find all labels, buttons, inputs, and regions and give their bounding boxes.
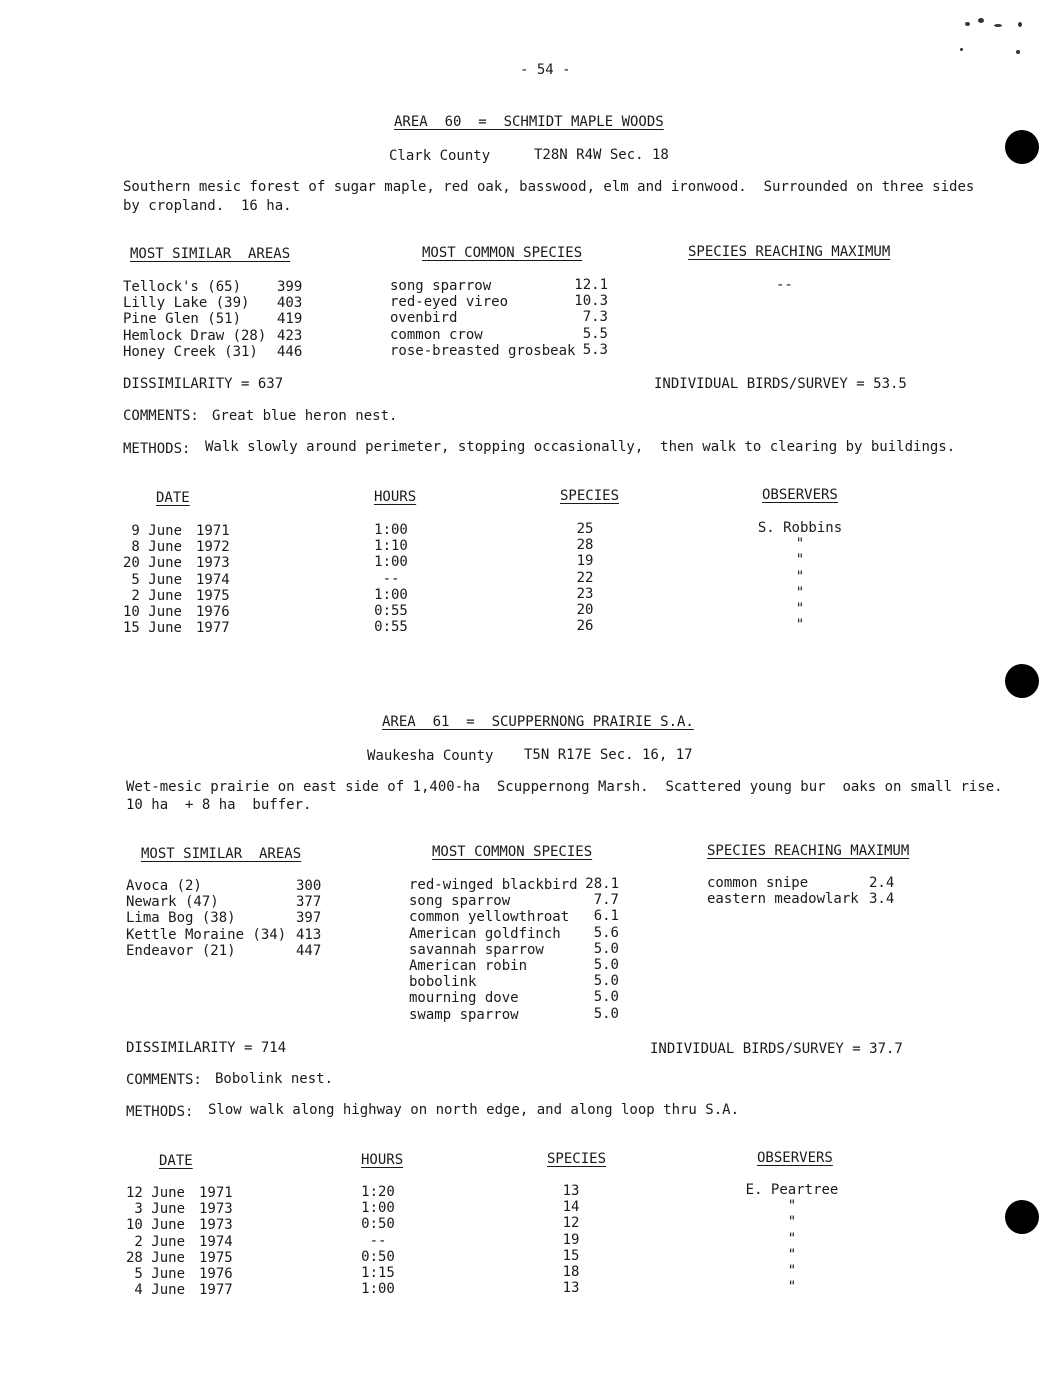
list-item: Hemlock Draw (28) [123, 327, 267, 344]
list-item: Lima Bog (38) [126, 910, 236, 927]
table-cell: 0:50 [361, 1248, 395, 1265]
comments-label: COMMENTS: [123, 408, 199, 424]
area-legal-description: T5N R17E Sec. 16, 17 [524, 747, 693, 763]
table-cell: 12 June [125, 1185, 185, 1201]
scan-speck [994, 24, 1002, 27]
table-cell: 1:20 [361, 1184, 395, 1200]
date-column-header: DATE [159, 1153, 193, 1169]
similar-areas-values [277, 279, 302, 360]
birds-per-survey: INDIVIDUAL BIRDS/SURVEY = 37.7 [650, 1041, 903, 1057]
table-cell: " [787, 1279, 797, 1296]
list-item: 5.0 [593, 973, 619, 990]
area-description: by cropland. 16 ha. [123, 198, 292, 214]
table-cell: " [787, 1214, 797, 1231]
binder-hole-bottom [1005, 1200, 1039, 1234]
table-cell: 19 [576, 553, 594, 570]
list-item: Tellock's (65) [123, 279, 242, 295]
list-item: Newark (47) [126, 894, 219, 911]
table-cell: 1:00 [361, 1281, 395, 1298]
list-item: song sparrow [390, 278, 492, 294]
scan-speck [965, 22, 970, 26]
scan-speck [1018, 22, 1022, 27]
table-cell: 9 June [131, 523, 182, 539]
list-item: rose-breasted grosbeak [390, 342, 576, 359]
list-item: song sparrow [409, 893, 511, 910]
table-cell: 15 June [122, 620, 182, 637]
table-cell: 0:55 [374, 602, 408, 619]
table-cell: 15 [562, 1247, 580, 1264]
survey-observers-column [740, 520, 860, 633]
table-cell: " [787, 1230, 797, 1247]
observers-column-header: OBSERVERS [757, 1150, 833, 1166]
table-cell: 5 June [134, 1265, 185, 1282]
area-title: AREA 60 = SCHMIDT MAPLE WOODS [394, 114, 664, 130]
table-cell: 1:15 [361, 1264, 395, 1281]
list-item: 10.3 [574, 293, 608, 310]
species-column-header: SPECIES [560, 488, 620, 504]
comments-text: Great blue heron nest. [212, 408, 398, 424]
table-cell: 1:00 [374, 554, 408, 571]
dissimilarity: DISSIMILARITY = 637 [123, 376, 284, 392]
binder-hole-top [1005, 130, 1039, 164]
table-cell: 1977 [199, 1282, 233, 1299]
list-item: 3.4 [869, 891, 895, 908]
table-cell: " [787, 1198, 797, 1215]
table-cell: 1971 [196, 523, 230, 539]
methods-text: Slow walk along highway on north edge, and along loop thru S.A. [208, 1102, 740, 1118]
most-common-species-heading: MOST COMMON SPECIES [422, 245, 583, 261]
table-cell: 22 [576, 569, 594, 586]
list-item: 5.0 [593, 989, 619, 1006]
table-cell: S. Robbins [757, 520, 843, 536]
table-cell: 14 [562, 1199, 580, 1216]
survey-species-column [556, 1183, 586, 1296]
table-cell: 2 June [131, 587, 182, 604]
list-item: common crow [390, 326, 483, 343]
survey-day-column [112, 1185, 185, 1298]
most-common-species-heading: MOST COMMON SPECIES [432, 844, 593, 860]
list-item: 397 [296, 910, 322, 927]
table-cell: " [795, 617, 805, 634]
list-item: Lilly Lake (39) [123, 295, 250, 312]
list-item: 2.4 [869, 875, 895, 891]
survey-year-column [199, 1185, 233, 1298]
list-item: Endeavor (21) [126, 942, 236, 959]
table-cell: 5 June [131, 571, 182, 588]
table-cell: E. Peartree [745, 1182, 839, 1198]
list-item: common yellowthroat [409, 909, 570, 926]
area-legal-description: T28N R4W Sec. 18 [534, 147, 669, 163]
common-species-names [390, 278, 575, 359]
area-title: AREA 61 = SCUPPERNONG PRAIRIE S.A. [382, 714, 694, 730]
area-county: Waukesha County [367, 748, 494, 764]
area-description: Southern mesic forest of sugar maple, red oak, basswood, elm and ironwood. Surrounded on three sides [123, 179, 975, 195]
species-reaching-maximum-heading: SPECIES REACHING MAXIMUM [707, 843, 910, 859]
date-column-header: DATE [156, 490, 190, 506]
list-item: 5.0 [593, 940, 619, 957]
table-cell: -- [369, 1232, 387, 1249]
table-cell: 0:50 [361, 1216, 395, 1233]
table-cell: 4 June [134, 1282, 185, 1299]
list-item: swamp sparrow [409, 1006, 519, 1023]
list-item: red-winged blackbird [409, 877, 578, 893]
table-cell: -- [382, 570, 400, 587]
list-item: savannah sparrow [409, 941, 544, 958]
list-item: 7.3 [582, 309, 608, 326]
table-cell: 23 [576, 585, 594, 602]
list-item: Pine Glen (51) [123, 311, 242, 328]
comments-label: COMMENTS: [126, 1072, 202, 1088]
table-cell: 13 [562, 1183, 580, 1199]
methods-label: METHODS: [123, 441, 191, 457]
table-cell: 28 [576, 537, 594, 554]
common-species-values [572, 876, 619, 1022]
table-cell: 1:00 [374, 522, 408, 538]
list-item: 399 [277, 279, 303, 295]
species-maximum-names [707, 875, 859, 907]
list-item: bobolink [409, 974, 477, 991]
methods-text: Walk slowly around perimeter, stopping occasionally, then walk to clearing by buildings. [205, 439, 956, 455]
list-item: Kettle Moraine (34) [126, 926, 287, 943]
most-similar-areas-heading: MOST SIMILAR AREAS [141, 846, 302, 862]
scan-speck [1016, 50, 1020, 54]
list-item: common snipe [707, 875, 809, 891]
table-cell: 1976 [199, 1265, 233, 1282]
list-item: 7.7 [593, 892, 619, 909]
common-species-values [560, 277, 608, 358]
most-similar-areas-heading: MOST SIMILAR AREAS [130, 246, 291, 262]
table-cell: 26 [576, 618, 594, 635]
list-item: American robin [409, 957, 528, 974]
list-item: American goldfinch [409, 925, 561, 942]
table-cell: 1:10 [374, 538, 408, 555]
list-item: 5.5 [582, 325, 608, 342]
list-item: red-eyed vireo [390, 294, 509, 311]
similar-areas-values [296, 878, 321, 959]
list-item: 419 [277, 311, 303, 328]
table-cell: 1974 [199, 1233, 233, 1250]
similar-areas-names [126, 878, 286, 959]
list-item: 12.1 [574, 277, 608, 293]
hours-column-header: HOURS [361, 1152, 404, 1168]
list-item: 6.1 [593, 908, 619, 925]
table-cell: 28 June [125, 1249, 185, 1266]
table-cell: 20 June [122, 555, 182, 572]
table-cell: 25 [576, 521, 594, 537]
list-item: 5.0 [593, 1005, 619, 1022]
observers-column-header: OBSERVERS [762, 487, 838, 503]
table-cell: 0:55 [374, 619, 408, 636]
table-cell: 1976 [196, 603, 230, 620]
list-item: mourning dove [409, 990, 519, 1007]
list-item: 413 [296, 926, 322, 943]
table-cell: 1972 [196, 539, 230, 556]
page-number: - 54 - [520, 62, 571, 78]
table-cell: 1975 [196, 587, 230, 604]
table-cell: " [795, 584, 805, 601]
scan-speck [978, 18, 984, 23]
table-cell: " [795, 600, 805, 617]
common-species-names [409, 877, 578, 1023]
table-cell: 1974 [196, 571, 230, 588]
comments-text: Bobolink nest. [215, 1071, 334, 1087]
dissimilarity: DISSIMILARITY = 714 [126, 1040, 287, 1056]
survey-species-column [570, 521, 600, 634]
species-column-header: SPECIES [547, 1151, 607, 1167]
table-cell: " [787, 1262, 797, 1279]
list-item: 446 [277, 343, 303, 360]
survey-hours-column [357, 1184, 399, 1297]
table-cell: 12 [562, 1215, 580, 1232]
survey-day-column [110, 523, 182, 636]
table-cell: " [787, 1246, 797, 1263]
list-item: 300 [296, 878, 322, 894]
area-county: Clark County [389, 148, 491, 164]
table-cell: 18 [562, 1263, 580, 1280]
table-cell: 10 June [122, 603, 182, 620]
area-description: Wet-mesic prairie on east side of 1,400-ha Scuppernong Marsh. Scattered young bur oaks on small rise. [126, 779, 1003, 795]
list-item: 5.3 [582, 341, 608, 358]
table-cell: 1977 [196, 620, 230, 637]
scan-speck [960, 48, 963, 51]
list-item: 423 [277, 327, 303, 344]
table-cell: " [795, 568, 805, 585]
table-cell: 8 June [131, 539, 182, 556]
species-maximum-item: -- [776, 277, 793, 293]
table-cell: 1:00 [361, 1200, 395, 1217]
survey-observers-column [732, 1182, 852, 1295]
table-cell: 1973 [199, 1201, 233, 1218]
list-item: 5.6 [593, 924, 619, 941]
table-cell: 19 [562, 1231, 580, 1248]
table-cell: 10 June [125, 1217, 185, 1234]
list-item: 377 [296, 894, 322, 911]
table-cell: 1973 [196, 555, 230, 572]
area-description: 10 ha + 8 ha buffer. [126, 797, 312, 813]
birds-per-survey: INDIVIDUAL BIRDS/SURVEY = 53.5 [654, 376, 907, 392]
list-item: ovenbird [390, 310, 458, 327]
table-cell: 1971 [199, 1185, 233, 1201]
list-item: 28.1 [585, 876, 619, 892]
table-cell: 20 [576, 601, 594, 618]
survey-hours-column [370, 522, 412, 635]
list-item: 5.0 [593, 956, 619, 973]
table-cell: 1:00 [374, 586, 408, 603]
list-item: 403 [277, 295, 303, 312]
table-cell: " [795, 552, 805, 569]
binder-hole-middle [1005, 664, 1039, 698]
list-item: 447 [296, 942, 322, 959]
list-item: Honey Creek (31) [123, 343, 258, 360]
hours-column-header: HOURS [374, 489, 417, 505]
species-reaching-maximum-heading: SPECIES REACHING MAXIMUM [688, 244, 891, 260]
table-cell: " [795, 536, 805, 553]
table-cell: 2 June [134, 1233, 185, 1250]
methods-label: METHODS: [126, 1104, 194, 1120]
table-cell: 13 [562, 1280, 580, 1297]
table-cell: 1975 [199, 1249, 233, 1266]
survey-year-column [196, 523, 230, 636]
species-maximum-values [869, 875, 894, 907]
table-cell: 3 June [134, 1201, 185, 1218]
similar-areas-names [123, 279, 266, 360]
table-cell: 1973 [199, 1217, 233, 1234]
list-item: eastern meadowlark [707, 891, 859, 908]
list-item: Avoca (2) [126, 878, 202, 894]
